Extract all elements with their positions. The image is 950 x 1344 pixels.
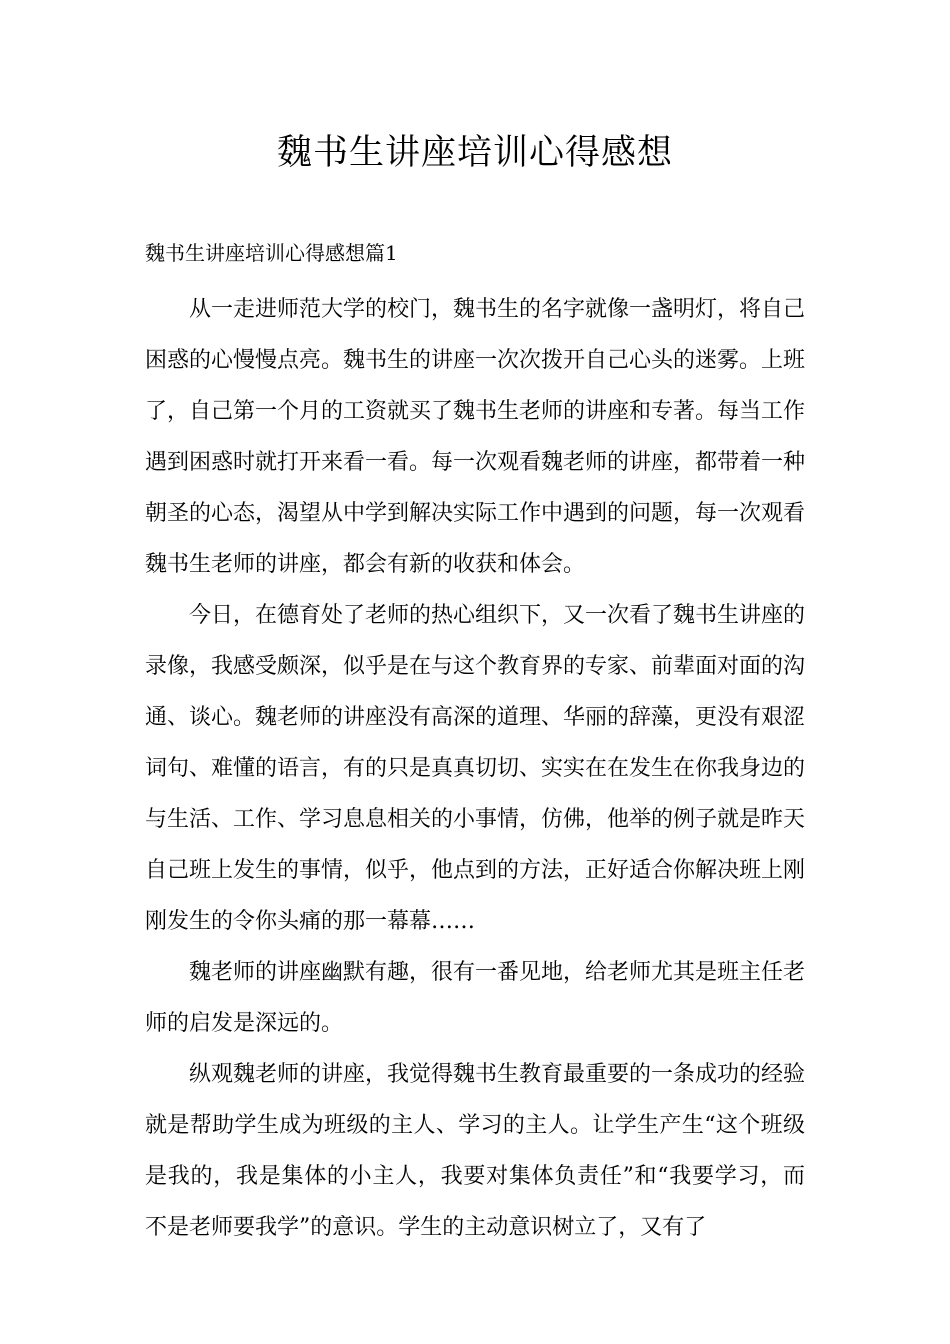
- paragraph-3: 魏老师的讲座幽默有趣，很有一番见地，给老师尤其是班主任老师的启发是深远的。: [145, 960, 806, 1036]
- document-title: 魏书生讲座培训心得感想: [276, 133, 673, 173]
- paragraph-2: 今日，在德育处了老师的热心组织下，又一次看了魏书生讲座的录像，我感受颇深，似乎是在与这个教育界的专家、前辈面对面的沟通、谈心。魏老师的讲座没有高深的道理、华丽的辞藻，更没有艰涩词句、难懂的语言，有的只是真真切切、实实在在发生在你我身边的与生活、工作、学习息息相关的小事情，仿佛，他举的例子就是昨天自己班上发生的事情，似乎，他点到的方法，正好适合你解决班上刚刚发生的令你头痛的那一幕幕……: [145, 603, 806, 934]
- paragraph-4: 纵观魏老师的讲座，我觉得魏书生教育最重要的一条成功的经验就是帮助学生成为班级的主人、学习的主人。让学生产生“这个班级是我的，我是集体的小主人，我要对集体负责任”和“我要学习，而不是老师要我学”的意识。学生的主动意识树立了，又有了: [145, 1062, 806, 1240]
- paragraph-1: 从一走进师范大学的校门，魏书生的名字就像一盏明灯，将自己困惑的心慢慢点亮。魏书生的讲座一次次拨开自己心头的迷雾。上班了，自己第一个月的工资就买了魏书生老师的讲座和专著。每当工作遇到困惑时就打开来看一看。每一次观看魏老师的讲座，都带着一种朝圣的心态，渴望从中学到解决实际工作中遇到的问题，每一次观看魏书生老师的讲座，都会有新的收获和体会。: [145, 297, 806, 577]
- section-heading: 魏书生讲座培训心得感想篇1: [145, 241, 398, 265]
- document-body: [145, 284, 805, 1253]
